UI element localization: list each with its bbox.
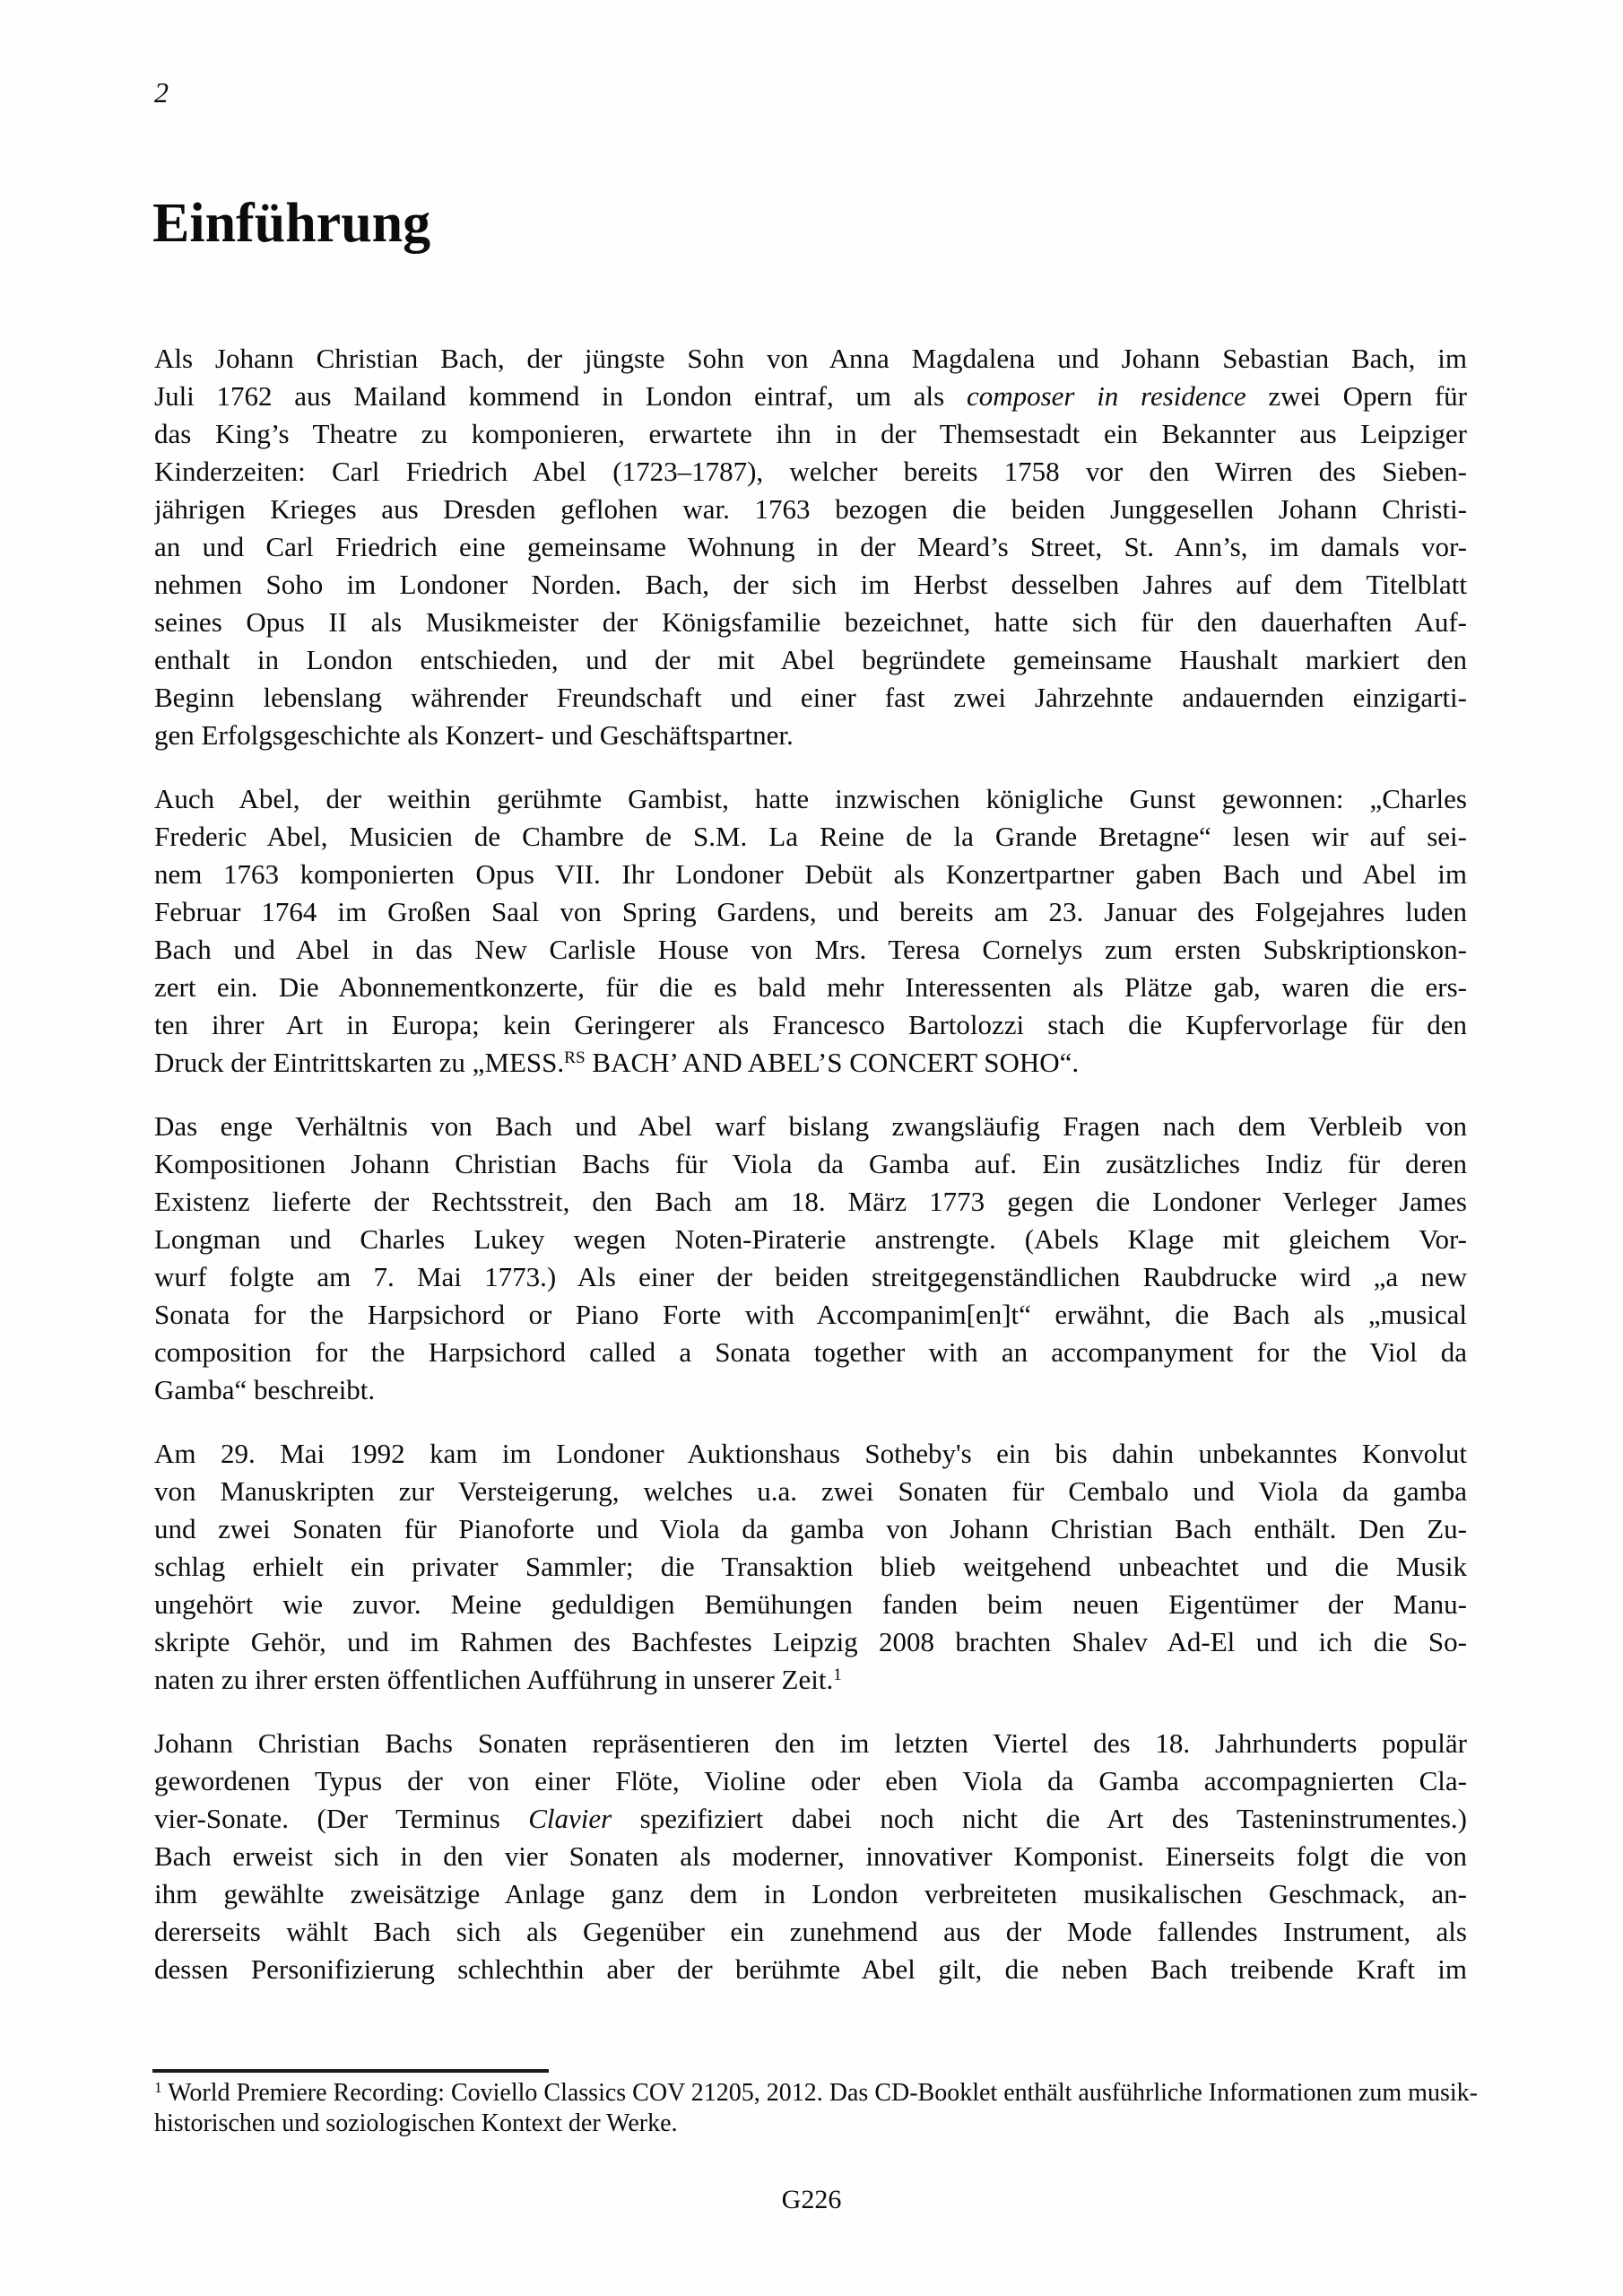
text-run: ungehört wie zuvor. Meine geduldigen Bemühungen fanden beim neuen Eigentümer der Manu- — [154, 1588, 1467, 1620]
text-line — [154, 1334, 1467, 1371]
text-line — [154, 1371, 1467, 1409]
footnote — [154, 2078, 1478, 2139]
text-line — [154, 1510, 1467, 1548]
text-run: von Manuskripten zur Versteigerung, welches u.a. zwei Sonaten für Cembalo und Viola da gamba — [154, 1475, 1467, 1507]
footnote-separator — [152, 2069, 549, 2073]
text-run: Das enge Verhältnis von Bach und Abel warf bislang zwangsläufig Fragen nach dem Verbleib von — [154, 1110, 1467, 1142]
text-run: BACH’ AND ABEL’S CONCERT SOHO“. — [585, 1047, 1080, 1078]
text-run: enthalt in London entschieden, und der mit Abel begründete gemeinsame Haushalt markiert den — [154, 644, 1467, 675]
text-run: naten zu ihrer ersten öffentlichen Aufführung in unserer Zeit. — [154, 1664, 834, 1695]
text-run: schlag erhielt ein privater Sammler; die Transaktion blieb weitgehend unbeachtet und die Musik — [154, 1551, 1467, 1582]
text-run: ihm gewählte zweisätzige Anlage ganz dem in London verbreiteten musikalischen Geschmack, an- — [154, 1878, 1467, 1909]
text-run: Juli 1762 aus Mailand kommend in London eintraf, um als — [154, 380, 967, 412]
text-line — [154, 931, 1467, 969]
text-line — [154, 1875, 1467, 1913]
paragraph — [154, 1725, 1467, 1988]
text-run: Als Johann Christian Bach, der jüngste Sohn von Anna Magdalena und Johann Sebastian Bach, im — [154, 343, 1467, 374]
text-line — [154, 604, 1467, 641]
text-run: Beginn lebenslang währender Freundschaft und einer fast zwei Jahrzehnte andauernden einzigarti- — [154, 682, 1467, 713]
text-line — [154, 1623, 1467, 1661]
text-line — [154, 1725, 1467, 1762]
plate-number: G226 — [781, 2185, 842, 2214]
text-line — [154, 717, 1467, 754]
text-line — [154, 1800, 1467, 1838]
page-number: 2 — [154, 76, 169, 109]
text-run: ten ihrer Art in Europa; kein Geringerer als Francesco Bartolozzi stach die Kupfervorlage für den — [154, 1009, 1467, 1040]
text-run: zert ein. Die Abonnementkonzerte, für die es bald mehr Interessenten als Plätze gab, waren die ers- — [154, 971, 1467, 1003]
text-line — [154, 1221, 1467, 1258]
text-line — [154, 969, 1467, 1006]
text-line — [154, 566, 1467, 604]
text-run: seines Opus II als Musikmeister der Königsfamilie bezeichnet, hatte sich für den dauerhaften Auf- — [154, 606, 1467, 638]
text-run: Frederic Abel, Musicien de Chambre de S.M. La Reine de la Grande Bretagne“ lesen wir auf sei- — [154, 821, 1467, 852]
text-run: Clavier — [528, 1803, 612, 1834]
text-run: Johann Christian Bachs Sonaten repräsentieren den im letzten Viertel des 18. Jahrhunderts populär — [154, 1727, 1467, 1759]
text-line — [154, 893, 1467, 931]
text-line — [154, 1435, 1467, 1473]
text-line — [154, 1913, 1467, 1951]
text-run: Am 29. Mai 1992 kam im Londoner Auktionshaus Sotheby's ein bis dahin unbekanntes Konvolut — [154, 1438, 1467, 1469]
text-line — [154, 780, 1467, 818]
text-line — [154, 1548, 1467, 1586]
text-run: skripte Gehör, und im Rahmen des Bachfestes Leipzig 2008 brachten Shalev Ad-El und ich die So- — [154, 1626, 1467, 1657]
text-run: Existenz lieferte der Rechtsstreit, den Bach am 18. März 1773 gegen die Londoner Verleger James — [154, 1186, 1467, 1217]
text-run: Gamba“ beschreibt. — [154, 1374, 376, 1405]
text-run: Druck der Eintrittskarten zu „MESS. — [154, 1047, 565, 1078]
text-line — [154, 340, 1467, 378]
text-line — [154, 453, 1467, 491]
superscript: 1 — [833, 1665, 842, 1685]
text-run: wurf folgte am 7. Mai 1773.) Als einer der beiden streitgegenständlichen Raubdrucke wird „a new — [154, 1261, 1467, 1292]
text-run: Auch Abel, der weithin gerühmte Gambist, hatte inzwischen königliche Gunst gewonnen: „Charles — [154, 783, 1467, 814]
text-run: Bach und Abel in das New Carlisle House von Mrs. Teresa Cornelys zum ersten Subskriptionskon- — [154, 934, 1467, 965]
text-line — [154, 1473, 1467, 1510]
text-run: gewordenen Typus der von einer Flöte, Violine oder eben Viola da Gamba accompagnierten Cla- — [154, 1765, 1467, 1796]
text-run: vier-Sonate. (Der Terminus — [154, 1803, 529, 1834]
text-run: dessen Personifizierung schlechthin aber der berühmte Abel gilt, die neben Bach treibende Kraft im — [154, 1953, 1467, 1985]
page-title: Einführung — [152, 193, 431, 254]
text-line — [154, 1586, 1467, 1623]
text-run: Februar 1764 im Großen Saal von Spring Gardens, und bereits am 23. Januar des Folgejahres luden — [154, 896, 1467, 927]
text-line — [154, 1145, 1467, 1183]
text-run: Kinderzeiten: Carl Friedrich Abel (1723–1787), welcher bereits 1758 vor den Wirren des Sieben- — [154, 456, 1467, 487]
text-line — [154, 1006, 1467, 1044]
text-run: nehmen Soho im Londoner Norden. Bach, der sich im Herbst desselben Jahres auf dem Titelblatt — [154, 569, 1467, 600]
text-line — [154, 378, 1467, 415]
text-run: an und Carl Friedrich eine gemeinsame Wohnung in der Meard’s Street, St. Ann’s, im damals vor- — [154, 531, 1467, 562]
text-run: zwei Opern für — [1245, 380, 1467, 412]
text-run: dererseits wählt Bach sich als Gegenüber ein zunehmend aus der Mode fallendes Instrument, als — [154, 1916, 1467, 1947]
text-line — [154, 1108, 1467, 1145]
text-line — [154, 679, 1467, 717]
text-run: spezifiziert dabei noch nicht die Art des Tasteninstrumentes.) — [612, 1803, 1467, 1834]
body-text — [154, 340, 1467, 2014]
text-line — [154, 491, 1467, 528]
text-line — [154, 1258, 1467, 1296]
text-run: und zwei Sonaten für Pianoforte und Viola da gamba von Johann Christian Bach enthält. Den Zu- — [154, 1513, 1467, 1544]
text-line — [154, 415, 1467, 453]
text-line — [154, 1762, 1467, 1800]
text-run: Kompositionen Johann Christian Bachs für Viola da Gamba auf. Ein zusätzliches Indiz für deren — [154, 1148, 1467, 1179]
text-line — [154, 1661, 1467, 1699]
text-line — [154, 1044, 1467, 1082]
text-run: composition for the Harpsichord called a Sonata together with an accompanyment for the Viol da — [154, 1336, 1467, 1368]
paragraph — [154, 1108, 1467, 1409]
superscript: RS — [564, 1048, 586, 1068]
text-line — [154, 1838, 1467, 1875]
text-line — [154, 641, 1467, 679]
text-line — [154, 2109, 1467, 2139]
text-line — [154, 528, 1467, 566]
text-line — [154, 2078, 1478, 2109]
text-line — [154, 1183, 1467, 1221]
text-run: Sonata for the Harpsichord or Piano Forte with Accompanim[en]t“ erwähnt, die Bach als „musical — [154, 1299, 1467, 1330]
text-run: composer in residence — [966, 380, 1246, 412]
text-run: Bach erweist sich in den vier Sonaten als moderner, innovativer Komponist. Einerseits folgt die von — [154, 1840, 1467, 1872]
text-line — [154, 1296, 1467, 1334]
text-line — [154, 856, 1467, 893]
text-run: World Premiere Recording: Coviello Classics COV 21205, 2012. Das CD-Booklet enthält ausführliche Informationen zum musik- — [161, 2079, 1478, 2107]
paragraph — [154, 780, 1467, 1082]
paragraph — [154, 1435, 1467, 1699]
text-run: Longman und Charles Lukey wegen Noten-Piraterie anstrengte. (Abels Klage mit gleichem Vor- — [154, 1223, 1467, 1255]
text-run: nem 1763 komponierten Opus VII. Ihr Londoner Debüt als Konzertpartner gaben Bach und Abel im — [154, 858, 1467, 890]
text-run: historischen und soziologischen Kontext der Werke. — [154, 2109, 678, 2137]
text-run: gen Erfolgsgeschichte als Konzert- und Geschäftspartner. — [154, 719, 794, 751]
text-line — [154, 1951, 1467, 1988]
text-run: jährigen Krieges aus Dresden geflohen war. 1763 bezogen die beiden Junggesellen Johann Christi- — [154, 493, 1467, 525]
superscript: 1 — [154, 2079, 162, 2097]
text-line — [154, 818, 1467, 856]
text-run: das King’s Theatre zu komponieren, erwartete ihn in der Themsestadt ein Bekannter aus Leipziger — [154, 418, 1467, 449]
paragraph — [154, 340, 1467, 754]
